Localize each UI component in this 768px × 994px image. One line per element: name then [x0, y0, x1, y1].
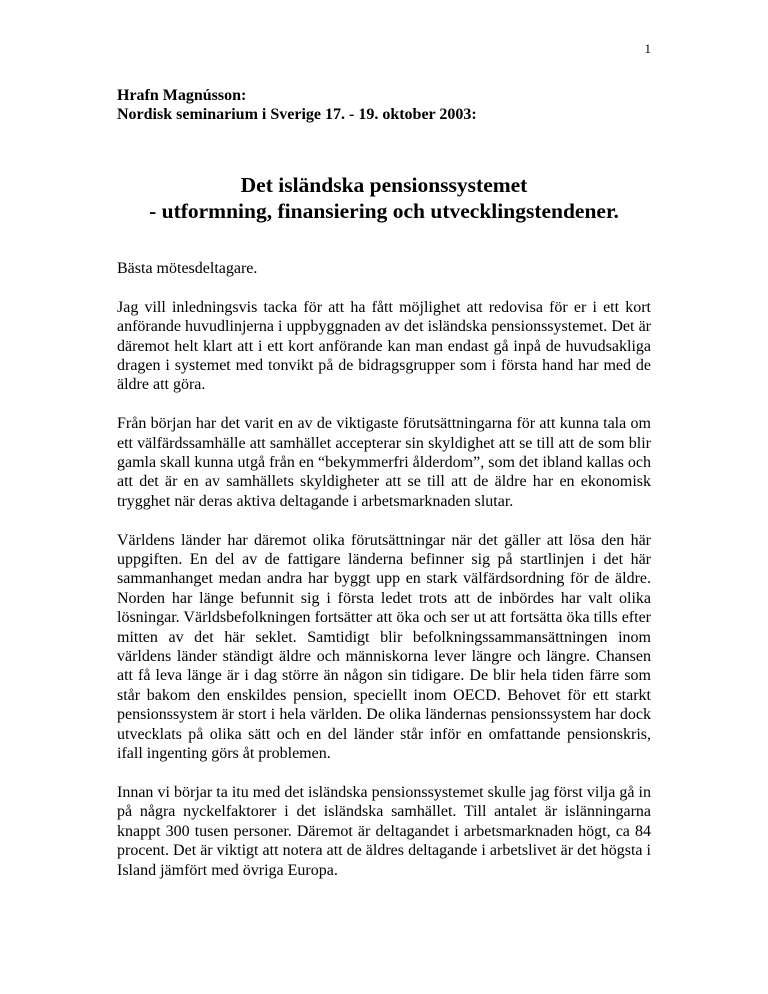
author-name: Hrafn Magnússon: — [117, 87, 247, 104]
body-text — [117, 259, 651, 899]
paragraph-3: Världens länder har däremot olika förutsättningar när det gäller att lösa den här uppgiften. En del av de fattigare länderna befinner sig på startlinjen i det här sammanhanget medan andra har byggt upp en stark välfärdsordning för de äldre. Norden har länge befunnit sig i första ledet trots att de inbördes har valt olika lösningar. Världsbefolkningen fortsätter att öka och ser ut att fortsätta öka tills efter mitten av det här seklet. Samtidigt blir befolkningssammansättningen inom världens länder ständigt äldre och människorna lever längre och längre. Chansen att få leva länge är i dag större än någon sin tidigare. De blir hela tiden färre som står bakom den enskildes pension, speciellt inom OECD. Behovet för ett starkt pensionssystem är stort i hela världen. De olika ländernas pensionssystem har dock utvecklats på olika sätt och en del länder står inför en omfattande pensionskris, ifall ingenting görs åt problemen. — [117, 531, 651, 763]
title-line-2: - utformning, finansiering och utvecklingstendener. — [149, 199, 619, 223]
title-line-1: Det isländska pensionssystemet — [240, 173, 528, 197]
page-number: 1 — [644, 41, 651, 56]
event-line: Nordisk seminarium i Sverige 17. - 19. oktober 2003: — [117, 106, 477, 123]
paragraph-1: Jag vill inledningsvis tacka för att ha fått möjlighet att redovisa för er i ett kort anförande huvudlinjerna i uppbyggnaden av det isländska pensionssystemet. Det är däremot helt klart att i ett kort anförande kan man endast gå inpå de huvudsakliga dragen i systemet med tonvikt på de bidragsgrupper som i första hand har med de äldre att göra. — [117, 298, 651, 394]
document-title — [117, 172, 651, 224]
greeting: Bästa mötesdeltagare. — [117, 260, 258, 277]
author-header — [117, 86, 657, 124]
paragraph-2: Från början har det varit en av de viktigaste förutsättningarna för att kunna tala om ett välfärdssamhälle att samhället accepterar sin skyldighet att se till att de som blir gamla skall kunna utgå från en “bekymmerfri ålderdom”, som det ibland kallas och att det är en av samhällets skyldigheter att se till att de äldre har en ekonomisk trygghet när deras aktiva deltagande i arbetsmarknaden slutar. — [117, 415, 651, 510]
paragraph-4: Innan vi börjar ta itu med det isländska pensionssystemet skulle jag först vilja gå in på några nyckelfaktorer i det isländska samhället. Till antalet är islänningarna knappt 300 tusen personer. Däremot är deltagandet i arbetsmarknaden högt, ca 84 procent. Det är viktigt att notera att de äldres deltagande i arbetslivet är det högsta i Island jämfört med övriga Europa. — [117, 783, 651, 879]
